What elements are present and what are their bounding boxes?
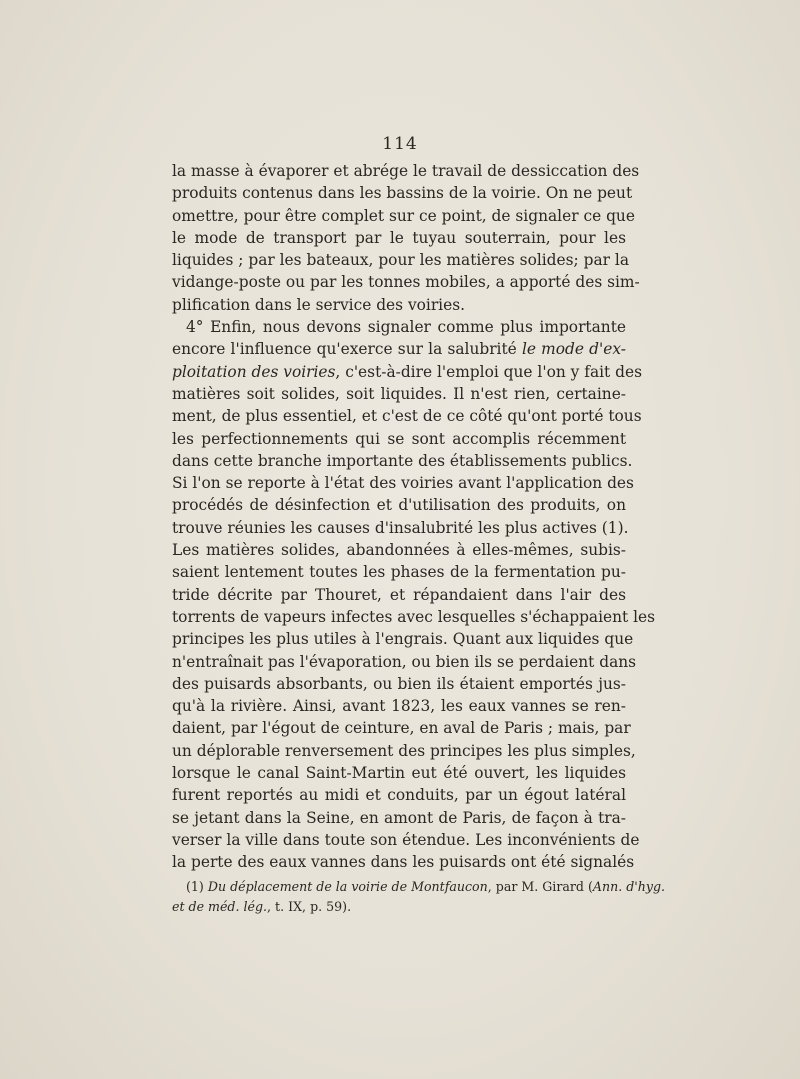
text-line: n'entraînait pas l'évaporation, ou bien ils se perdaient dans (172, 652, 637, 671)
text-line: vidange-poste ou par les tonnes mobiles, a apporté des sim- (172, 273, 640, 292)
text-line: liquides ; par les bateaux, pour les matières solides; par la (172, 251, 629, 270)
page-number: 114 (382, 134, 418, 154)
body-text (172, 160, 656, 874)
footnote-reference: , t. IX, p. 59). (267, 899, 352, 914)
footnote (172, 877, 666, 917)
text-line: un déplorable renversement des principes les plus simples, (172, 741, 636, 760)
text-line: des puisards absorbants, ou bien ils étaient emportés jus- (172, 674, 626, 693)
text-line: torrents de vapeurs infectes avec lesquelles s'échappaient les (172, 607, 656, 626)
text-line: lorsque le canal Saint-Martin eut été ouvert, les liquides (172, 764, 626, 783)
italic-segment: le mode d'ex- (521, 340, 626, 359)
text-segment: encore l'influence qu'exerce sur la salubrité (172, 340, 517, 359)
text-line: principes les plus utiles à l'engrais. Quant aux liquides que (172, 630, 634, 649)
text-line: dans cette branche importante des établissements publics. (172, 451, 633, 470)
footnote-author: , par M. Girard ( (487, 879, 593, 894)
text-line: qu'à la rivière. Ainsi, avant 1823, les eaux vannes se ren- (172, 697, 626, 716)
text-line: matières soit solides, soit liquides. Il n'est rien, certaine- (172, 384, 626, 403)
text-line: trouve réunies les causes d'insalubrité les plus actives (1). (172, 518, 629, 537)
text-line: se jetant dans la Seine, en amont de Paris, de façon à tra- (172, 808, 626, 827)
text-line: ment, de plus essentiel, et c'est de ce côté qu'ont porté tous (172, 407, 642, 426)
footnote-journal: Ann. d'hyg. (592, 879, 666, 894)
text-line: la masse à évaporer et abrége le travail de dessiccation des (172, 162, 640, 180)
text-line: verser la ville dans toute son étendue. Les inconvénients de (172, 830, 640, 849)
text-line: produits contenus dans les bassins de la voirie. On ne peut (172, 184, 633, 203)
text-line: les perfectionnements qui se sont accomplis récemment (172, 429, 626, 448)
text-line: le mode de transport par le tuyau souterrain, pour les (172, 228, 626, 247)
text-line: saient lentement toutes les phases de la fermentation pu- (172, 563, 626, 582)
text-line (172, 361, 642, 383)
footnote-marker: (1) (186, 879, 204, 894)
paragraph-start-line: 4° Enfin, nous devons signaler comme plus importante (186, 318, 626, 337)
text-line: procédés de désinfection et d'utilisation des produits, on (172, 496, 626, 515)
text-line: tride décrite par Thouret, et répandaient dans l'air des (172, 585, 626, 604)
footnote-title: Du déplacement de la voirie de Montfaucon (207, 879, 488, 894)
text-line: Si l'on se reporte à l'état des voiries avant l'application des (172, 474, 634, 493)
text-segment: , c'est-à-dire l'emploi que l'on y fait des (335, 362, 642, 381)
text-line: la perte des eaux vannes dans les puisards ont été signalés (172, 853, 635, 872)
footnote-line (172, 877, 666, 897)
text-line: daient, par l'égout de ceinture, en aval de Paris ; mais, par (172, 719, 631, 738)
text-line: plification dans le service des voiries. (172, 295, 466, 314)
text-line: furent reportés au midi et conduits, par un égout latéral (172, 786, 626, 805)
footnote-journal: et de méd. lég. (172, 899, 268, 914)
footnote-line (172, 897, 626, 917)
italic-segment: ploitation des voiries (172, 362, 336, 381)
text-line: Les matières solides, abandonnées à elles-mêmes, subis- (172, 541, 626, 560)
text-line: omettre, pour être complet sur ce point, de signaler ce que (172, 206, 635, 225)
text-line (172, 338, 626, 360)
